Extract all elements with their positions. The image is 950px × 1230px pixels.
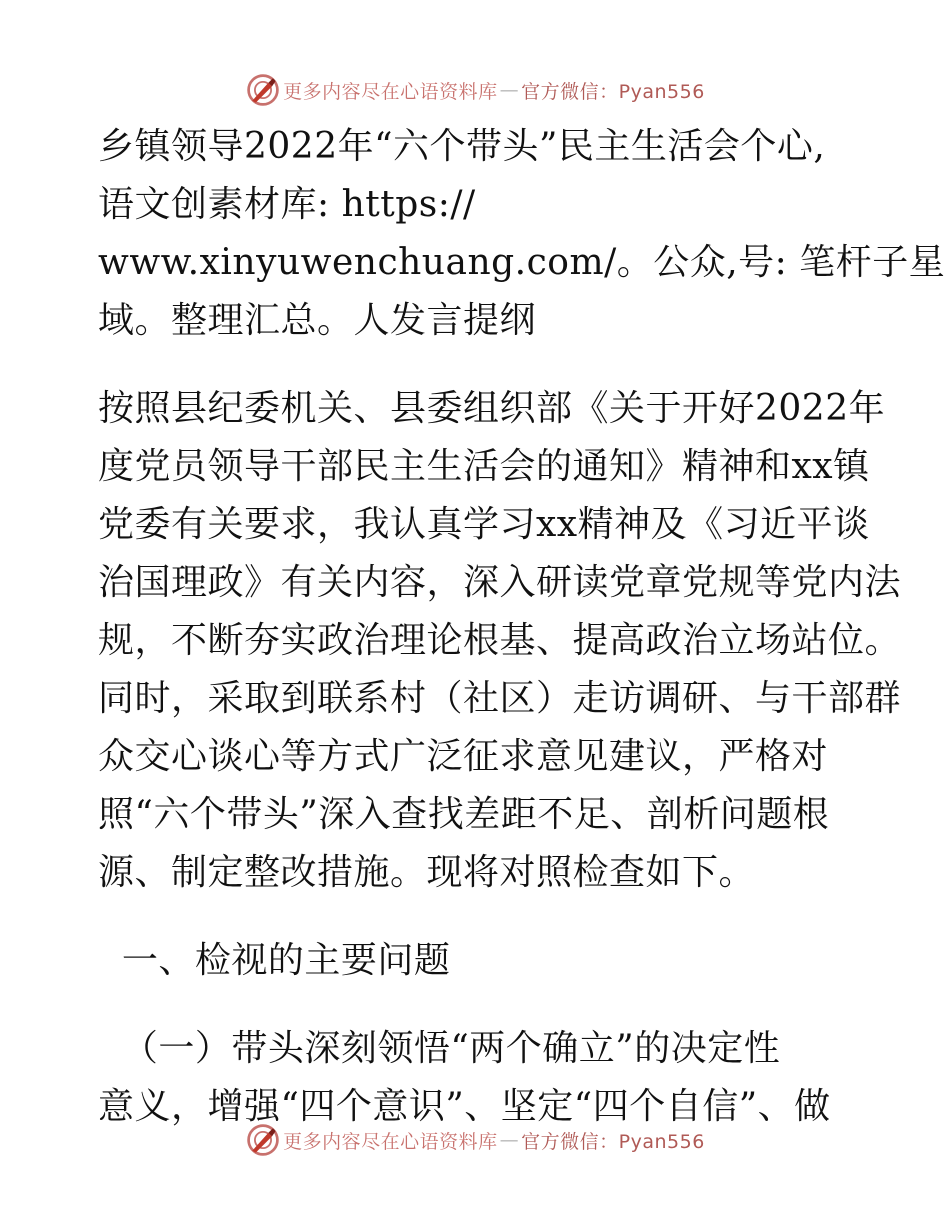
watermark-separator: — bbox=[499, 1129, 520, 1151]
title-line: www.xinyuwenchuang.com/。公众,号: 笔杆子星 bbox=[98, 242, 946, 283]
paragraph-line: 意义，增强“四个意识”、坚定“四个自信”、做 bbox=[98, 1086, 831, 1127]
paragraph-line: 党委有关要求，我认真学习xx精神及《习近平谈 bbox=[98, 504, 870, 545]
title-line: 语文创素材库: https:// bbox=[98, 184, 476, 225]
paragraph-line: （一）带头深刻领悟“两个确立”的决定性 bbox=[98, 1028, 781, 1069]
watermark-wechat: 官方微信：Pyan556 bbox=[521, 80, 705, 103]
title-line: 乡镇领导2022年“六个带头”民主生活会个心, bbox=[98, 126, 826, 167]
paragraph-line: 众交心谈心等方式广泛征求意见建议，严格对 bbox=[98, 736, 829, 777]
section-heading: 一、检视的主要问题 bbox=[98, 940, 451, 981]
title-line: 域。整理汇总。人发言提纲 bbox=[98, 300, 537, 341]
pen-logo-icon bbox=[245, 1122, 281, 1158]
paragraph-line: 源、制定整改措施。现将对照检查如下。 bbox=[98, 852, 756, 893]
intro-paragraph bbox=[98, 380, 902, 902]
watermark-text: 更多内容尽在心语资料库 bbox=[283, 1130, 498, 1153]
watermark-separator: — bbox=[499, 79, 520, 101]
paragraph-line: 规，不断夯实政治理论根基、提高政治立场站位。 bbox=[98, 620, 902, 661]
paragraph-line: 照“六个带头”深入查找差距不足、剖析问题根 bbox=[98, 794, 830, 835]
watermark-text: 更多内容尽在心语资料库 bbox=[283, 80, 498, 103]
watermark-wechat: 官方微信：Pyan556 bbox=[521, 1130, 705, 1153]
document-body bbox=[98, 118, 946, 1136]
paragraph-line: 治国理政》有关内容，深入研读党章党规等党内法 bbox=[98, 562, 902, 603]
pen-logo-icon bbox=[245, 72, 281, 108]
subsection-paragraph bbox=[98, 1020, 858, 1136]
paragraph-line: 按照县纪委机关、县委组织部《关于开好2022年 bbox=[98, 388, 886, 429]
watermark-footer bbox=[0, 1120, 950, 1160]
document-title bbox=[98, 118, 946, 350]
paragraph-line: 度党员领导干部民主生活会的通知》精神和xx镇 bbox=[98, 446, 870, 487]
paragraph-line: 同时，采取到联系村（社区）走访调研、与干部群 bbox=[98, 678, 902, 719]
watermark-header bbox=[0, 70, 950, 110]
